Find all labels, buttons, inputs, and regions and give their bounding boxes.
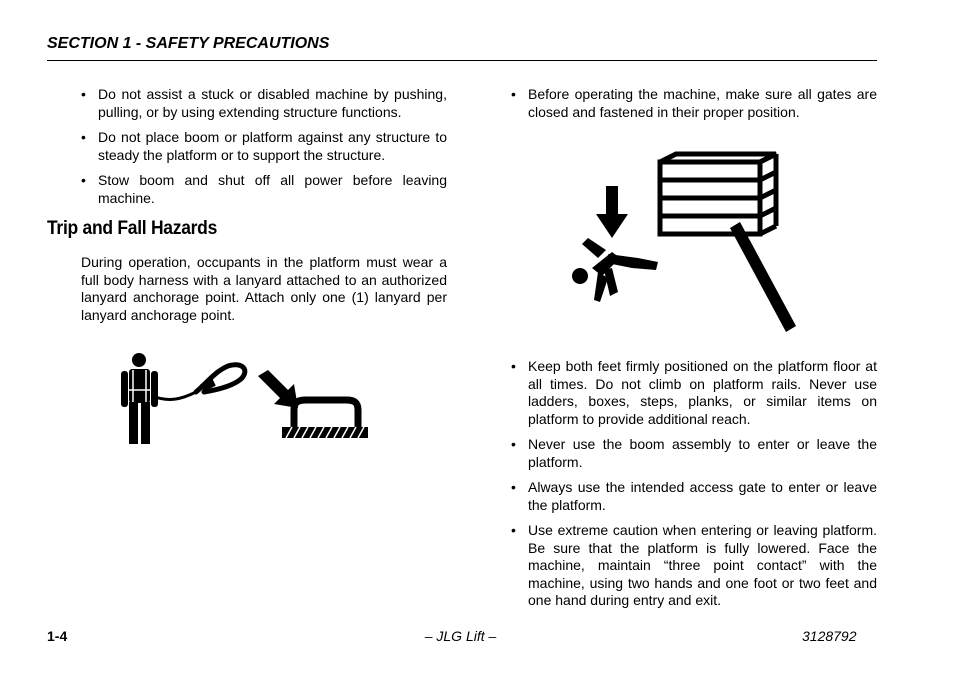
bullet-text: Do not place boom or platform against any structure to steady the platform or to support the structure. (98, 129, 447, 163)
bullet-text: Stow boom and shut off all power before leaving machine. (98, 172, 447, 206)
bullet-text: Never use the boom assembly to enter or leave the platform. (528, 436, 877, 470)
left-column-bullets (81, 86, 447, 215)
bullet-text: Use extreme caution when entering or leaving platform. Be sure that the platform is fully lowered. Face the machine, maintain “three point contact” with the machine, using two hands and one foot or two feet and one hand during entry and exit. (528, 522, 877, 608)
list-item (511, 358, 877, 428)
bullet-dot: • (511, 522, 516, 538)
section-paragraph: During operation, occupants in the platform must wear a full body harness with a lanyard attached to an authorized lanyard anchorage point. Attach only one (1) lanyard per lanyard anchorage point. (81, 254, 447, 323)
bullet-text: Do not assist a stuck or disabled machine by pushing, pulling, or by using extending structure functions. (98, 86, 447, 120)
bullet-dot: • (81, 172, 86, 188)
bullet-text: Before operating the machine, make sure all gates are closed and fastened in their proper position. (528, 86, 877, 120)
bullet-dot: • (511, 86, 516, 102)
harness-lanyard-icon (118, 350, 368, 451)
list-item (81, 172, 447, 207)
section-heading: Trip and Fall Hazards (47, 218, 218, 239)
page-header-title: SECTION 1 - SAFETY PRECAUTIONS (47, 35, 330, 52)
bullet-dot: • (81, 129, 86, 145)
bullet-text: Always use the intended access gate to enter or leave the platform. (528, 479, 877, 513)
list-item (511, 86, 877, 121)
footer-brand: – JLG Lift – (424, 628, 497, 644)
list-item (511, 479, 877, 514)
bullet-dot: • (511, 479, 516, 495)
right-column-bottom-bullets (511, 358, 877, 618)
bullet-dot: • (81, 86, 86, 102)
document-number: 3128792 (802, 628, 857, 644)
bullet-dot: • (511, 358, 516, 374)
list-item (81, 129, 447, 164)
list-item (511, 522, 877, 610)
bullet-text: Keep both feet firmly positioned on the platform floor at all times. Do not climb on platform rails. Never use ladders, boxes, steps, planks, or similar items on platform to provide additional reach. (528, 358, 877, 427)
header-rule (47, 60, 877, 61)
fall-hazard-icon (568, 150, 808, 340)
list-item (81, 86, 447, 121)
page-number: 1-4 (47, 628, 68, 644)
right-column-top-bullets (511, 86, 877, 129)
list-item (511, 436, 877, 471)
bullet-dot: • (511, 436, 516, 452)
